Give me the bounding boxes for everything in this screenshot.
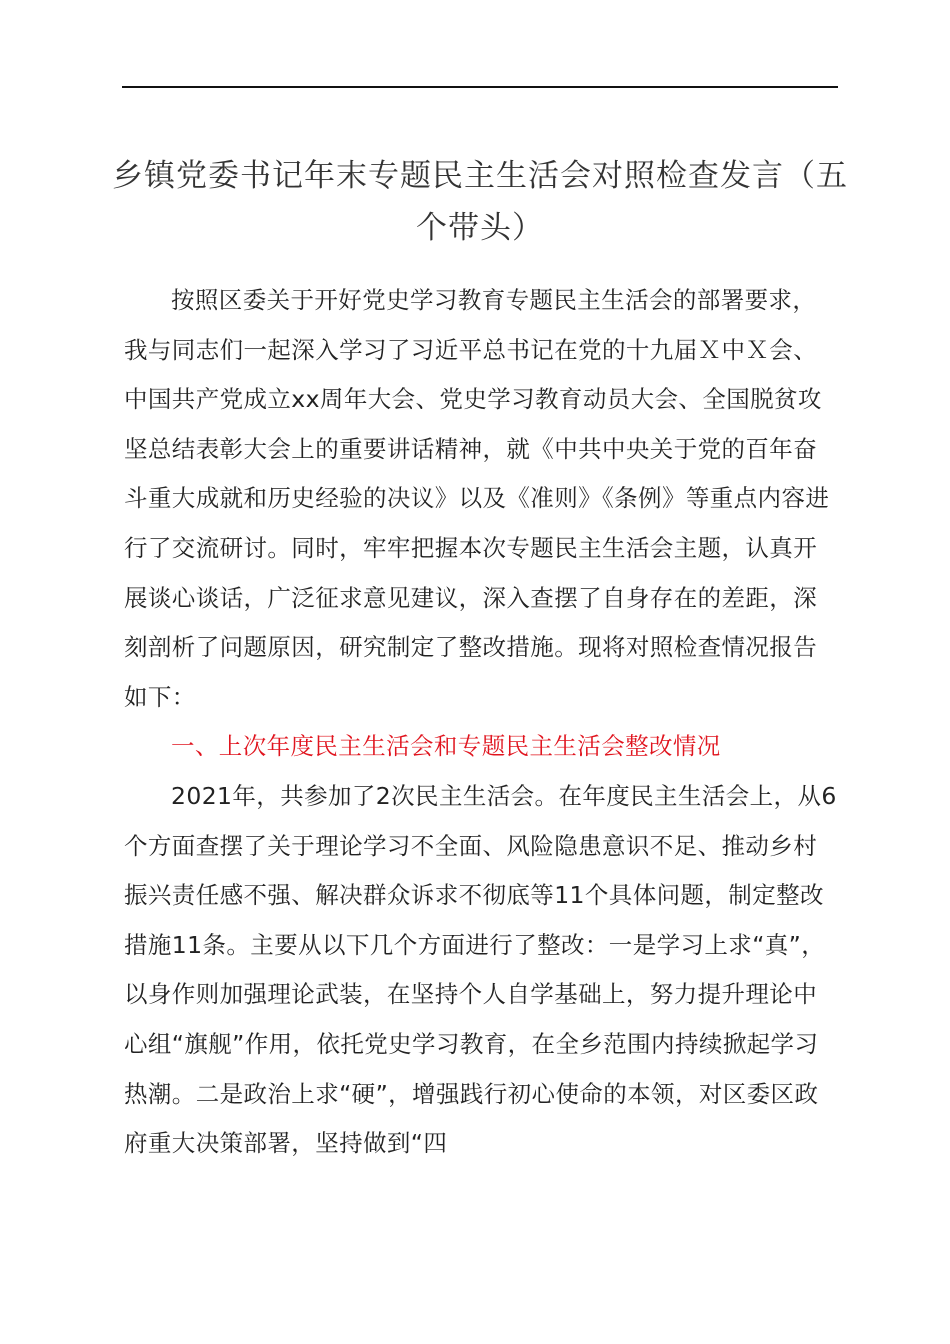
document-body xyxy=(124,276,840,1169)
header-rule xyxy=(122,86,838,88)
section-heading: 一、上次年度民主生活会和专题民主生活会整改情况 xyxy=(171,732,721,761)
rectification-paragraph: 2021年，共参加了2次民主生活会。在年度民主生活会上，从6个方面查摆了关于理论学习不全面、风险隐患意识不足、推动乡村振兴责任感不强、解决群众诉求不彻底等11个具体问题，制定整改措施11条。主要从以下几个方面进行了整改：一是学习上求“真”，以身作则加强理论武装，在坚持个人自学基础上，努力提升理论中心组“旗舰”作用，依托党史学习教育，在全乡范围内持续掀起学习热潮。二是政治上求“硬”，增强践行初心使命的本领，对区委区政府重大决策部署，坚持做到“四 xyxy=(124,781,837,1158)
document-title: 乡镇党委书记年末专题民主生活会对照检查发言（五个带头） xyxy=(112,158,848,246)
intro-paragraph: 按照区委关于开好党史学习教育专题民主生活会的部署要求，我与同志们一起深入学习了习近平总书记在党的十九届Ｘ中Ｘ会、中国共产党成立xx周年大会、党史学习教育动员大会、全国脱贫攻坚总结表彰大会上的重要讲话精神，就《中共中央关于党的百年奋斗重大成就和历史经验的决议》以及《准则》《条例》等重点内容进行了交流研讨。同时，牢牢把握本次专题民主生活会主题，认真开展谈心谈话，广泛征求意见建议，深入查摆了自身存在的差距，深刻剖析了问题原因，研究制定了整改措施。现将对照检查情况报告如下： xyxy=(124,286,830,711)
